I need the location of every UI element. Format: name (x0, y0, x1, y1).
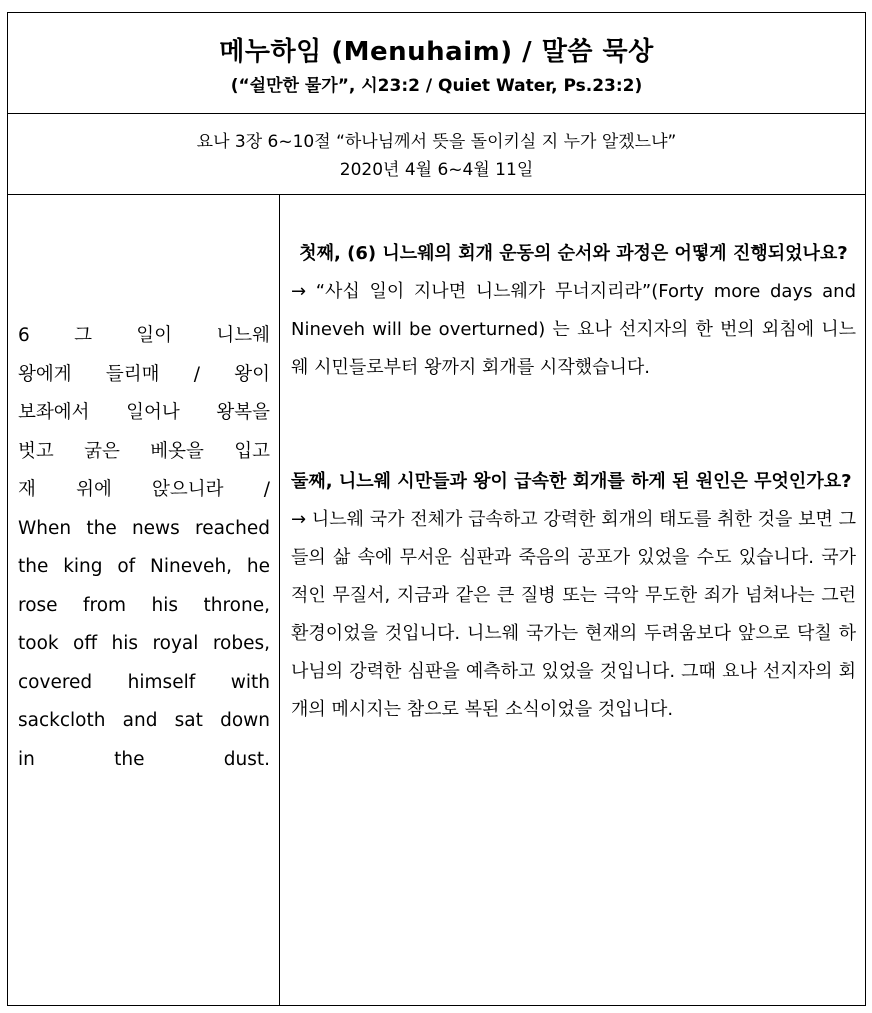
column-divider (279, 195, 280, 1005)
question-2: 둘째, 니느웨 시만들과 왕이 급속한 회개를 하게 된 원인은 무엇인가요? (291, 471, 852, 492)
page-subtitle: (“쉴만한 물가”, 시23:2 / Quiet Water, Ps.23:2) (230, 76, 643, 96)
scripture-line: When the news reached (18, 517, 270, 539)
date-range: 2020년 4월 6~4월 11일 (339, 160, 534, 180)
scripture-line: took off his royal robes, (18, 633, 270, 654)
answer-2: → 니느웨 국가 전체가 급속하고 강력한 회개의 태도를 취한 것을 보면 그들의 삶 속에 무서운 심판과 죽음의 공포가 있었을 수도 있습니다. 국가적인 무질서, 지금과 같은 큰 질병 또는 극악 무도한 죄가 넘쳐나는 그런 환경이었을 것입니다. 니느웨 국가는 현재의 두려움보다 앞으로 닥칠 하나님의 강력한 심판을 예측하고 있었을 것입니다. 그때 요나 선지자의 회개의 메시지는 참으로 복된 소식이었을 것입니다. (291, 509, 856, 720)
question-1: 첫째, (6) 니느웨의 회개 운동의 순서와 과정은 어떻게 진행되었나요? (299, 243, 848, 264)
scripture-line: 6 그 일이 니느웨 (18, 325, 270, 346)
scripture-line: 재 위에 앉으니라 / (18, 479, 270, 500)
header-section (8, 13, 865, 114)
reference-section (8, 114, 865, 195)
scripture-line: rose from his throne, (18, 594, 270, 616)
scripture-line: the king of Nineveh, he (18, 556, 270, 577)
meditation-column (291, 235, 856, 729)
scripture-line: 벗고 굵은 베옷을 입고 (18, 440, 270, 462)
scripture-line: sackcloth and sat down (18, 710, 270, 731)
scripture-line: 왕에게 들리매 / 왕이 (18, 363, 270, 385)
scripture-column (18, 317, 270, 779)
answer-1: → “사십 일이 지나면 니느웨가 무너지리라”(Forty more days and Nineveh will be overturned) 는 요나 선지자의 한 번의 외침에 니느웨 시민들로부터 왕까지 회개를 시작했습니다. (291, 281, 856, 378)
scripture-line: 보좌에서 일어나 왕복을 (18, 402, 270, 423)
spacer (291, 387, 856, 463)
document-frame (7, 12, 866, 1006)
scripture-line: in the dust. (18, 748, 270, 770)
page-title: 메누하임 (Menuhaim) / 말씀 묵상 (219, 37, 654, 67)
content-section (8, 195, 865, 1005)
scripture-line: covered himself with (18, 671, 270, 693)
passage-reference: 요나 3장 6~10절 “하나님께서 뜻을 돌이키실 지 누가 알겠느냐” (196, 132, 677, 152)
